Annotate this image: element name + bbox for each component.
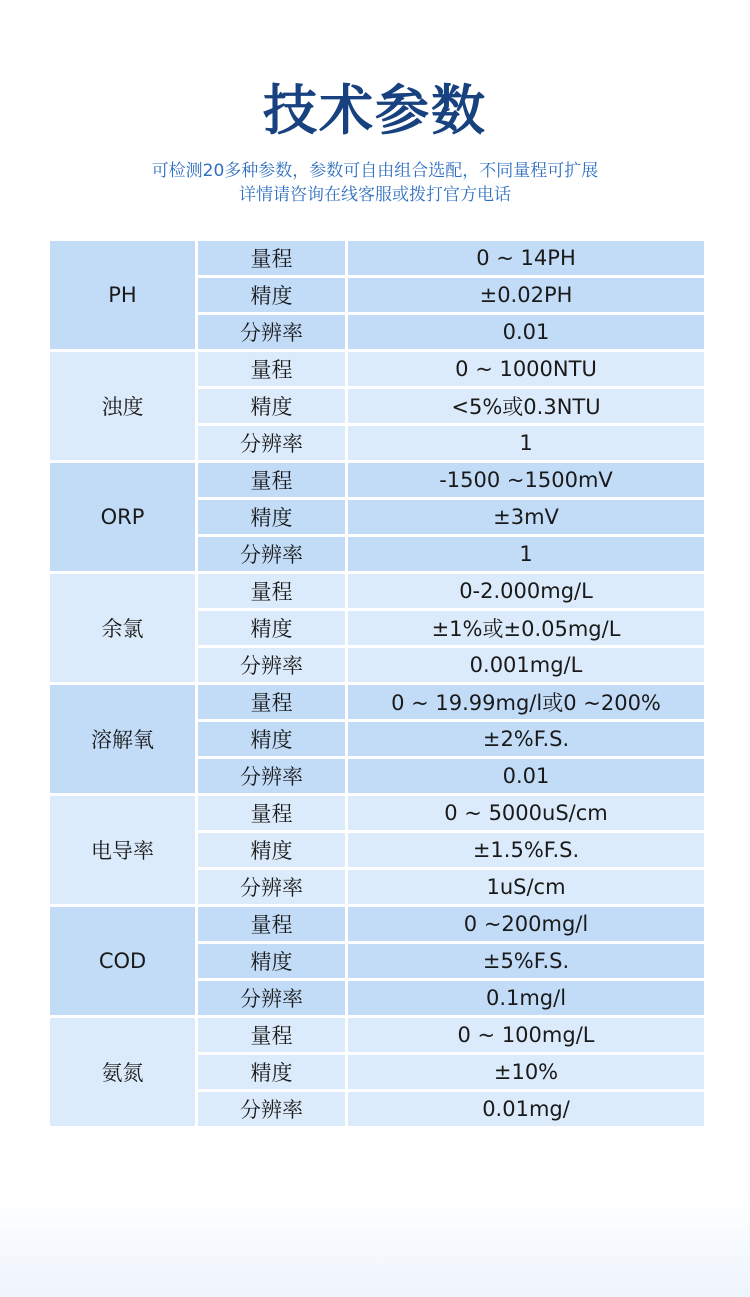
table-row — [49, 906, 706, 943]
table-row — [49, 795, 706, 832]
param-name: 余氯 — [49, 573, 197, 684]
row-value: 0.01 — [347, 314, 706, 351]
param-group-residual-chlorine — [49, 573, 706, 684]
row-value: 0-2.000mg/L — [347, 573, 706, 610]
table-row — [49, 573, 706, 610]
row-value: 1 — [347, 536, 706, 573]
table-row — [49, 351, 706, 388]
row-value: <5%或0.3NTU — [347, 388, 706, 425]
table-row — [49, 462, 706, 499]
row-value: 0.01mg/ — [347, 1091, 706, 1128]
param-group-ph — [49, 240, 706, 351]
row-label: 量程 — [197, 684, 347, 721]
row-label: 精度 — [197, 610, 347, 647]
param-name: 电导率 — [49, 795, 197, 906]
param-name: COD — [49, 906, 197, 1017]
row-label: 精度 — [197, 499, 347, 536]
row-label: 分辨率 — [197, 869, 347, 906]
row-value: ±0.02PH — [347, 277, 706, 314]
row-value: ±1%或±0.05mg/L — [347, 610, 706, 647]
row-value: 0 ~ 14PH — [347, 240, 706, 277]
row-label: 量程 — [197, 462, 347, 499]
row-label: 分辨率 — [197, 1091, 347, 1128]
param-name: PH — [49, 240, 197, 351]
row-value: ±5%F.S. — [347, 943, 706, 980]
param-name: 浊度 — [49, 351, 197, 462]
row-label: 分辨率 — [197, 647, 347, 684]
param-group-ammonia-nitrogen — [49, 1017, 706, 1128]
row-label: 精度 — [197, 388, 347, 425]
row-value: ±10% — [347, 1054, 706, 1091]
row-value: 0.001mg/L — [347, 647, 706, 684]
row-label: 量程 — [197, 573, 347, 610]
row-value: 1 — [347, 425, 706, 462]
row-label: 量程 — [197, 240, 347, 277]
row-value: ±1.5%F.S. — [347, 832, 706, 869]
row-label: 分辨率 — [197, 980, 347, 1017]
param-group-cod — [49, 906, 706, 1017]
param-group-dissolved-oxygen — [49, 684, 706, 795]
row-value: ±3mV — [347, 499, 706, 536]
row-value: 0 ~ 100mg/L — [347, 1017, 706, 1054]
param-name: ORP — [49, 462, 197, 573]
page-title: 技术参数 — [263, 78, 487, 142]
row-label: 量程 — [197, 795, 347, 832]
row-label: 量程 — [197, 906, 347, 943]
table-row — [49, 240, 706, 277]
row-label: 精度 — [197, 943, 347, 980]
table-row — [49, 1017, 706, 1054]
subtitle-line-2: 详情请咨询在线客服或拨打官方电话 — [239, 185, 511, 205]
table-row — [49, 684, 706, 721]
row-value: ±2%F.S. — [347, 721, 706, 758]
row-label: 分辨率 — [197, 314, 347, 351]
row-label: 精度 — [197, 721, 347, 758]
row-label: 精度 — [197, 277, 347, 314]
row-label: 精度 — [197, 832, 347, 869]
row-value: 0 ~ 1000NTU — [347, 351, 706, 388]
row-label: 精度 — [197, 1054, 347, 1091]
row-value: 0 ~ 5000uS/cm — [347, 795, 706, 832]
row-value: 1uS/cm — [347, 869, 706, 906]
row-label: 分辨率 — [197, 536, 347, 573]
param-name: 溶解氧 — [49, 684, 197, 795]
row-label: 量程 — [197, 351, 347, 388]
subtitle-line-1: 可检测20多种参数，参数可自由组合选配，不同量程可扩展 — [151, 161, 599, 181]
param-group-turbidity — [49, 351, 706, 462]
row-label: 量程 — [197, 1017, 347, 1054]
param-name: 氨氮 — [49, 1017, 197, 1128]
row-value: 0 ~200mg/l — [347, 906, 706, 943]
row-label: 分辨率 — [197, 425, 347, 462]
param-group-orp — [49, 462, 706, 573]
spec-table — [47, 238, 707, 1129]
param-group-conductivity — [49, 795, 706, 906]
row-value: 0.1mg/l — [347, 980, 706, 1017]
row-value: 0.01 — [347, 758, 706, 795]
row-value: 0 ~ 19.99mg/l或0 ~200% — [347, 684, 706, 721]
row-label: 分辨率 — [197, 758, 347, 795]
row-value: -1500 ~1500mV — [347, 462, 706, 499]
